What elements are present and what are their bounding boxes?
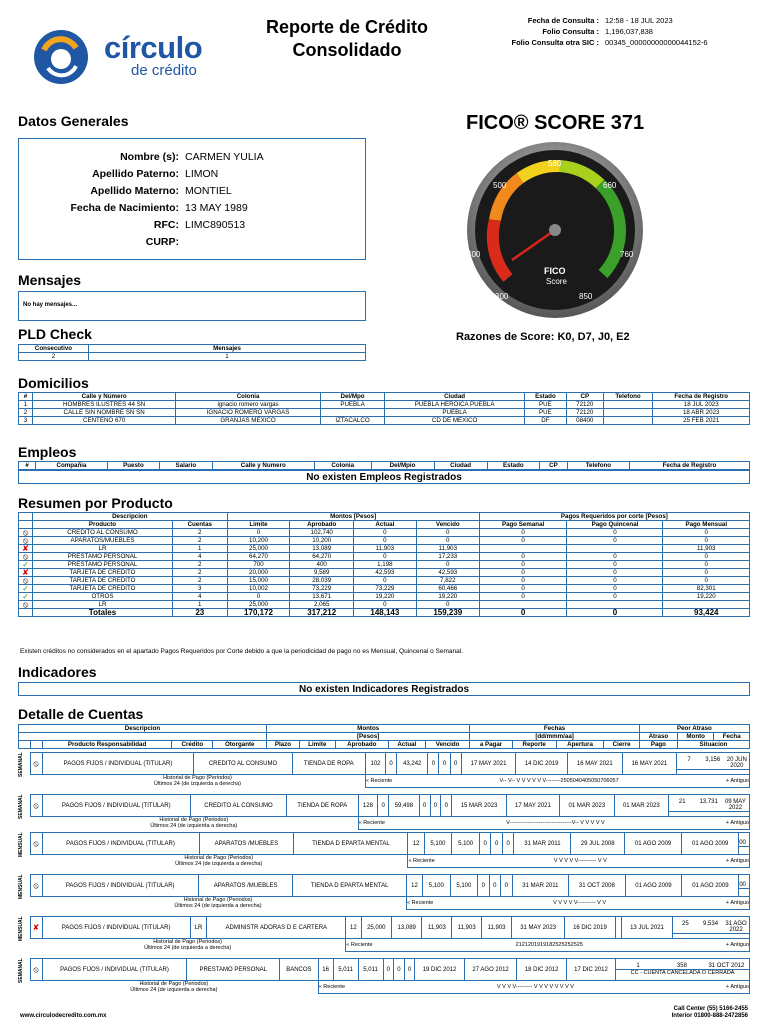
table-row: ⦸ PRESTAMO PERSONAL 4 64,270 64,270 0 17,233 0 0 0	[19, 553, 750, 561]
status-icon: ⦸	[19, 553, 33, 561]
empleos-title: Empleos	[18, 444, 77, 460]
payment-history: V V V V V---------- V V	[553, 857, 607, 864]
detalle-title: Detalle de Cuentas	[18, 706, 144, 722]
svg-text:FICO: FICO	[544, 266, 566, 276]
payment-history: 2121201919182525252525	[515, 941, 583, 948]
status-icon: ✓	[19, 561, 33, 569]
razones-score: Razones de Score: K0, D7, J0, E2	[456, 331, 630, 343]
table-row: ⦸ TARJETA DE CREDITO 2 15,000 28,039 0 7,822 0 0 0	[19, 577, 750, 585]
svg-text:500: 500	[493, 181, 507, 190]
mensajes-text: No hay mensajes...	[23, 302, 78, 308]
indicadores-none: No existen Indicadores Registrados	[18, 682, 750, 696]
status-icon: ✘	[30, 917, 42, 939]
emp-header: Salario	[160, 462, 212, 470]
account-frequency: MENSUAL	[18, 874, 24, 900]
emp-header: Ciudad	[434, 462, 487, 470]
dom-header: #	[19, 393, 33, 401]
dom-header: CP	[567, 393, 604, 401]
table-row: ✓ PRESTAMO PERSONAL 2 700 400 1,198 0 0 0 0	[19, 561, 750, 569]
svg-text:760: 760	[620, 250, 634, 259]
empleos-none: No existen Empleos Registrados	[18, 470, 750, 484]
status-icon: ⦸	[30, 875, 42, 897]
svg-text:Score: Score	[546, 277, 567, 286]
payment-history: V V V V--------- V V V V V V V V	[496, 983, 574, 990]
circulo-logo-icon	[30, 28, 92, 86]
status-icon: ⦸	[30, 753, 42, 775]
datos-row: Fecha de Nacimiento: 13 MAY 1989	[70, 202, 248, 214]
status-icon: ✘	[19, 545, 33, 553]
status-icon: ⦸	[19, 529, 33, 537]
account-table: ⦸ PAGOS FIJOS / INDIVIDUAL (TITULAR) PRESTAMO PERSONAL BANCOS 16 5,011 5,011 0 0 0 19 DIC 2012 27 AGO 2012 18 DIC 2012 17 DIC 2012 1 358 31 OCT 2012 CC - CUENTA CANCELADA O CERRADA Historial de Pago (Periodos) Últimos 24 (de izquierda a derecha) « Reciente V V V V--------- V V V V V V V V + Antiguo	[18, 958, 750, 994]
pld-table: Consecutivo Mensajes 2 1	[18, 344, 366, 361]
emp-header: Estado	[487, 462, 539, 470]
emp-header: Puesto	[107, 462, 159, 470]
account-table: ⦸ PAGOS FIJOS / INDIVIDUAL (TITULAR) APARATOS /MUEBLES TIENDA D EPARTA MENTAL 12 5,100 5,100 0 0 0 31 MAR 2011 31 OCT 2008 01 AGO 2009 01 AGO 2009 0 0 Historial de Pago (Periodos) Últimos 24 (de izquierda a derecha) « Reciente V V V V V---------- V V + Antiguo	[18, 874, 750, 910]
emp-header: Compañia	[36, 462, 107, 470]
account-table: ✘ PAGOS FIJOS / INDIVIDUAL (TITULAR) LR ADMINISTR ADORAS D E CARTERA 12 25,000 13,089 11,903 11,903 11,903 31 MAY 2023 16 DIC 2019 13 JUL 2021 25 9,534 31 AGO 2022 Historial de Pago (Periodos) Últimos 24 (de izquierda a derecha) « Reciente 2121201919182525252525 + Antiguo	[18, 916, 750, 952]
emp-header: CP	[540, 462, 568, 470]
account-frequency: MENSUAL	[18, 916, 24, 942]
status-icon: ⦸	[19, 577, 33, 585]
emp-header: Calle y Numero	[212, 462, 314, 470]
dom-header: Calle y Número	[32, 393, 175, 401]
footer-callcenter: Call Center (55) 5166-2455 Interior 01800-888-2472856	[671, 1006, 748, 1019]
datos-row: Nombre (s): CARMEN YULIA	[120, 151, 264, 163]
payment-history: V----------------------------------V-- V V V V V	[506, 819, 605, 826]
status-icon: ⦸	[30, 959, 42, 981]
meta-folio: Folio Consulta : 1,196,037,838	[542, 27, 653, 36]
payment-history: V-- V-- V V V V V V--------2505040405050706057	[499, 777, 619, 784]
account-frequency: MENSUAL	[18, 832, 24, 858]
domicilios-table	[18, 392, 750, 425]
status-icon: ✘	[19, 569, 33, 577]
svg-text:850: 850	[579, 292, 593, 301]
account-frequency: SEMANAL	[18, 794, 24, 820]
emp-header: #	[19, 462, 36, 470]
resumen-table: Descripcion Montos [Pesos] Pagos Requeridos por corte [Pesos] Producto Cuentas Limite Aprobado Actual Vencido Pago Semanal Pago Quincenal Pago Mensual ⦸ CREDITO AL CONSUMO 2 0 102,740 0 0 0 0 0 ⦸ APARATOS/MUEBLES 2 10,200 10,200 0 0 0 0 0 ✘ LR 1 25,000 13,089 11,903 11,903 11,903 ⦸ PRESTAMO PERSONAL 4 64,270 64,270 0 17,233 0 0 0 ✓ PRESTAMO PERSONAL 2 700 400 1,198 0 0 0 0 ✘ TARJETA DE CREDITO 2 20,000 9,589 42,593 42,593 0 0 0 ⦸ TARJETA DE CREDITO 2 15,000 28,039 0 7,822 0 0 0 ✓ TARJETA DE CREDITO 3 10,002 73,229 73,229 60,466 0 0 82,301 ✓ OTROS 4 0 13,671 19,220 19,220 0 0 19,220 ⦸ LR 1 25,000 2,065 0 0 Totales 23 170,172 317,212 148,143 159,239 0 0 93,424	[18, 512, 750, 617]
svg-text:660: 660	[603, 181, 617, 190]
datos-generales-title: Datos Generales	[18, 113, 129, 129]
table-row: ✘ LR 1 25,000 13,089 11,903 11,903 11,903	[19, 545, 750, 553]
emp-header: Colonia	[314, 462, 371, 470]
report-title: Reporte de Crédito Consolidado	[265, 17, 429, 60]
status-icon: ⦸	[19, 601, 33, 609]
dom-header: Telefono	[603, 393, 653, 401]
emp-header: Del/Mpio	[371, 462, 434, 470]
table-row: 3 CENTENO 670 GRANJAS MEXICO IZTACALCO CD DE MEXICO DF 08400 25 FEB 2021	[19, 417, 750, 425]
status-icon: ⦸	[30, 795, 42, 817]
dom-header: Colonia	[176, 393, 320, 401]
fico-score-title: FICO® SCORE 371	[466, 112, 645, 134]
meta-folio-sic: Folio Consulta otra SIC : 00345_00000000000044152-6	[511, 38, 708, 47]
account-frequency: SEMANAL	[18, 752, 24, 778]
resumen-note: Existen créditos no considerados en el apartado Pagos Requeridos por Corte debido a que la periodicidad de pago no es Mensual, Quincenal o Semanal.	[20, 648, 464, 655]
datos-row: RFC: LIMC890513	[153, 219, 246, 231]
resumen-title: Resumen por Producto	[18, 495, 173, 511]
payment-history: V V V V V---------- V V	[553, 899, 607, 906]
table-row: ⦸ CREDITO AL CONSUMO 2 0 102,740 0 0 0 0 0	[19, 529, 750, 537]
table-row: 1 HOMBRES ILUSTRES 44 SN ignacio romero vargas PUEBLA PUEBLA HEROICA PUEBLA PUE 72120 18 JUL 2023	[19, 401, 750, 409]
gauge-label-300: 300	[495, 292, 509, 301]
table-row: ✘ TARJETA DE CREDITO 2 20,000 9,589 42,593 42,593 0 0 0	[19, 569, 750, 577]
account-table: ⦸ PAGOS FIJOS / INDIVIDUAL (TITULAR) CREDITO AL CONSUMO TIENDA DE ROPA 128 0 59,498 0 0 0 15 MAR 2023 17 MAY 2021 01 MAR 2023 01 MAR 2023 21 13,731 09 MAY 2022 Historial de Pago (Periodos) Últimos 24 (de izquierda a derecha) « Reciente V----------------------------------V-- V V V V V + Antiguo	[18, 794, 750, 830]
status-icon: ⦸	[30, 833, 42, 855]
svg-text:580: 580	[548, 159, 562, 168]
empleos-table	[18, 461, 750, 470]
table-row: ⦸ LR 1 25,000 2,065 0 0	[19, 601, 750, 609]
logo-word2: de crédito	[131, 62, 197, 79]
datos-row: Apellido Paterno: LIMON	[92, 168, 219, 180]
table-row: ✓ OTROS 4 0 13,671 19,220 19,220 0 0 19,220	[19, 593, 750, 601]
fico-gauge	[460, 140, 650, 320]
dom-header: Fecha de Registro	[653, 393, 750, 401]
table-row: 2 CALLE SIN NOMBRE SN SN IGNACIO ROMERO VARGAS PUEBLA PUE 72120 18 ABR 2023	[19, 409, 750, 417]
dom-header: Del/Mpo	[320, 393, 385, 401]
account-table: ⦸ PAGOS FIJOS / INDIVIDUAL (TITULAR) CREDITO AL CONSUMO TIENDA DE ROPA 102 0 43,242 0 0 0 17 MAY 2021 14 DIC 2019 16 MAY 2021 16 MAY 2021 7 3,156 20 JUN 2020 Historial de Pago (Periodos) Últimos 24 (de izquierda a derecha) « Reciente V-- V-- V V V V V V--------2505040405050706057 + Antiguo	[18, 752, 750, 788]
meta-fecha: Fecha de Consulta : 12:58 - 18 JUL 2023	[527, 16, 673, 25]
indicadores-title: Indicadores	[18, 664, 97, 680]
table-row: ✓ TARJETA DE CREDITO 3 10,002 73,229 73,229 60,466 0 0 82,301	[19, 585, 750, 593]
dom-header: Estado	[524, 393, 566, 401]
svg-text:400: 400	[467, 250, 481, 259]
totals-row: Totales 23 170,172 317,212 148,143 159,239 0 0 93,424	[19, 609, 750, 617]
account-table: ⦸ PAGOS FIJOS / INDIVIDUAL (TITULAR) APARATOS /MUEBLES TIENDA D EPARTA MENTAL 12 5,100 5,100 0 0 0 31 MAR 2011 29 JUL 2008 01 AGO 2009 01 AGO 2009 0 0 Historial de Pago (Periodos) Últimos 24 (de izquierda a derecha) « Reciente V V V V V---------- V V + Antiguo	[18, 832, 750, 868]
datos-row: CURP:	[145, 236, 179, 248]
dom-header: Ciudad	[385, 393, 525, 401]
pld-title: PLD Check	[18, 326, 92, 342]
emp-header: Telefono	[567, 462, 629, 470]
domicilios-title: Domicilios	[18, 375, 89, 391]
detalle-header: Descripcion Montos Fechas Peor Atraso [Pesos] [dd/mmm/aa] Atraso Monto Fecha Producto Responsabilidad Crédito Otorgante Plazo Limite Aprobado Actual Vencido a Pagar Reporte Apertura Cierre Pago Situacion	[18, 724, 750, 749]
table-row: ⦸ APARATOS/MUEBLES 2 10,200 10,200 0 0 0 0 0	[19, 537, 750, 545]
datos-row: Apellido Materno: MONTIEL	[90, 185, 232, 197]
mensajes-title: Mensajes	[18, 272, 82, 288]
logo-word1: círculo	[104, 30, 203, 65]
emp-header: Fecha de Registro	[629, 462, 749, 470]
status-icon: ⦸	[19, 537, 33, 545]
account-frequency: SEMANAL	[18, 958, 24, 984]
status-icon: ✓	[19, 585, 33, 593]
footer-web[interactable]: www.circulodecredito.com.mx	[20, 1013, 107, 1019]
status-icon: ✓	[19, 593, 33, 601]
